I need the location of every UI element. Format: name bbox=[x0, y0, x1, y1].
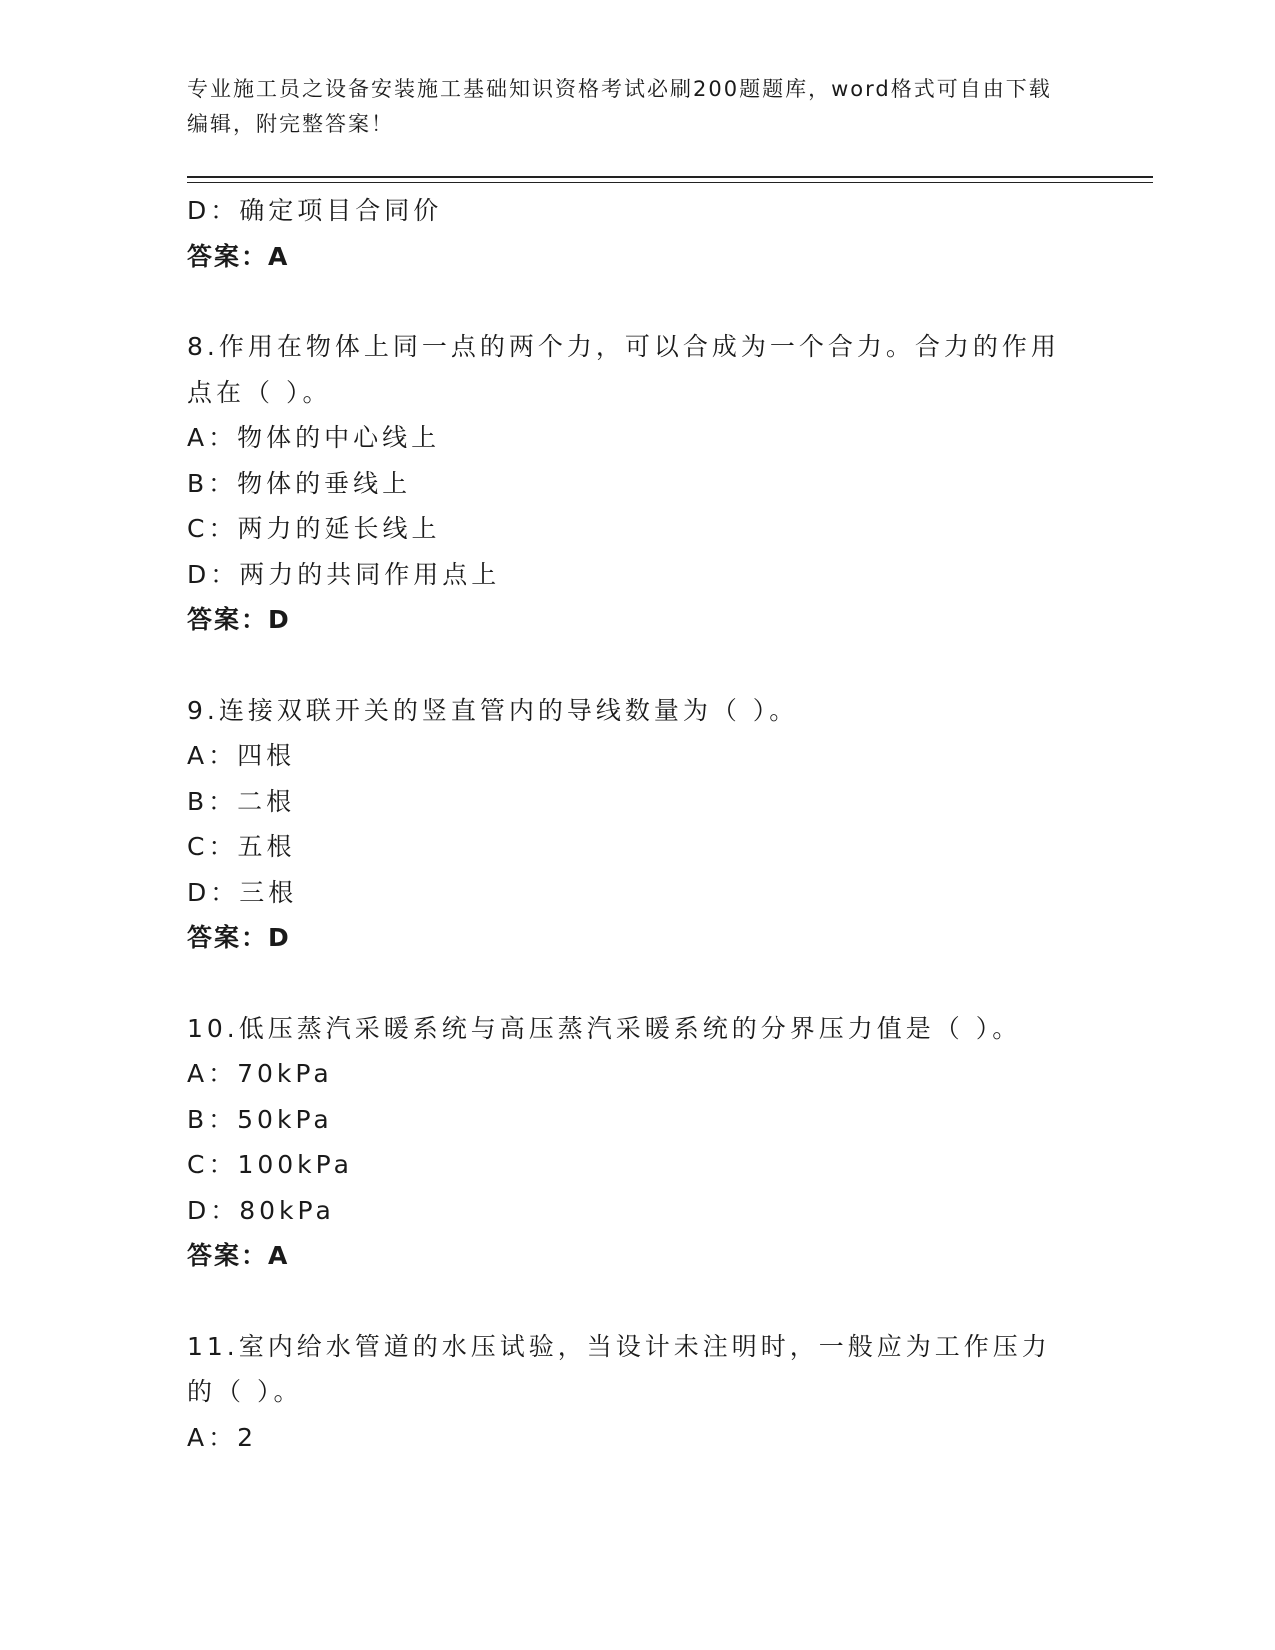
previous-option-d: D：确定项目合同价 bbox=[187, 196, 443, 225]
document-header: 专业施工员之设备安装施工基础知识资格考试必刷200题题库，word格式可自由下载编辑，附完整答案！ bbox=[187, 77, 1052, 136]
option-c: C：100kPa bbox=[187, 1150, 353, 1179]
question-stem: 10.低压蒸汽采暖系统与高压蒸汽采暖系统的分界压力值是（ ）。 bbox=[187, 1013, 1022, 1043]
question-stem: 8.作用在物体上同一点的两个力，可以合成为一个合力。合力的作用点在（ ）。 bbox=[187, 332, 1060, 407]
document-page bbox=[187, 0, 1147, 1650]
option-d: D：两力的共同作用点上 bbox=[187, 559, 501, 589]
question-stem: 9.连接双联开关的竖直管内的导线数量为（ ）。 bbox=[187, 695, 799, 725]
question-answer: 答案：D bbox=[187, 605, 291, 634]
spacer bbox=[187, 1279, 1087, 1324]
question-9 bbox=[187, 688, 1087, 961]
option-b: B：物体的垂线上 bbox=[187, 468, 412, 498]
question-content bbox=[187, 188, 1087, 1460]
option-d: D：三根 bbox=[187, 877, 298, 907]
header-rule-thick bbox=[187, 176, 1153, 178]
option-a: A：四根 bbox=[187, 741, 296, 770]
spacer bbox=[187, 279, 1087, 324]
spacer bbox=[187, 961, 1087, 1006]
question-answer: 答案：A bbox=[187, 1241, 290, 1270]
option-c: C：五根 bbox=[187, 832, 296, 861]
option-b: B：50kPa bbox=[187, 1104, 333, 1134]
option-c: C：两力的延长线上 bbox=[187, 514, 441, 543]
option-a: A：2 bbox=[187, 1422, 258, 1452]
question-8 bbox=[187, 324, 1087, 643]
previous-answer: 答案：A bbox=[187, 241, 290, 271]
option-b: B：二根 bbox=[187, 786, 296, 816]
header-rule-thin bbox=[187, 182, 1153, 183]
option-a: A：70kPa bbox=[187, 1059, 333, 1088]
spacer bbox=[187, 643, 1087, 688]
question-11 bbox=[187, 1324, 1087, 1461]
option-d: D：80kPa bbox=[187, 1195, 335, 1225]
question-stem: 11.室内给水管道的水压试验，当设计未注明时，一般应为工作压力的（ ）。 bbox=[187, 1331, 1051, 1406]
option-a: A：物体的中心线上 bbox=[187, 423, 441, 452]
question-answer: 答案：D bbox=[187, 923, 291, 952]
question-10 bbox=[187, 1006, 1087, 1279]
